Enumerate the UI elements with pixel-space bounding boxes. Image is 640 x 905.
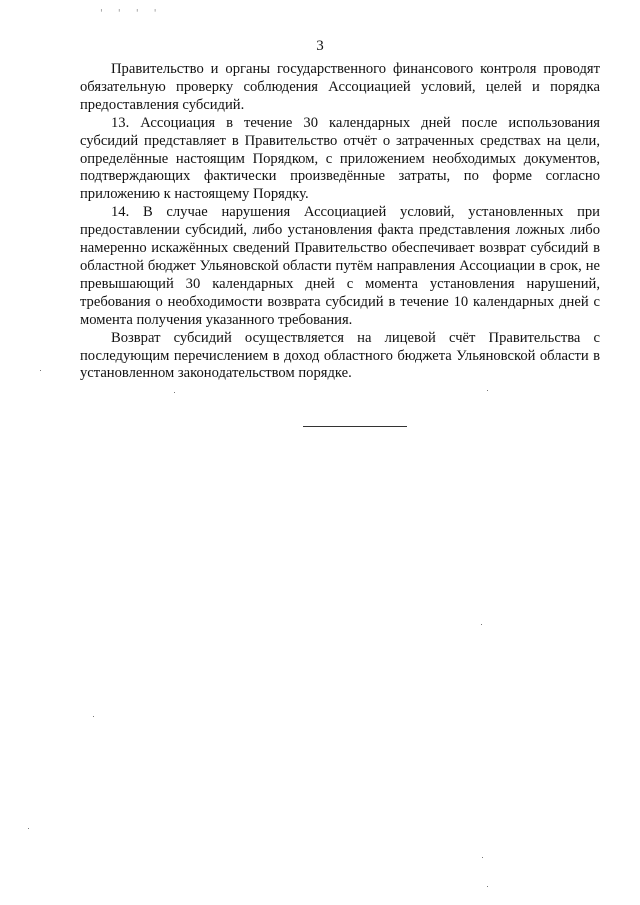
end-of-text-rule (303, 426, 407, 427)
paragraph-refund: Возврат субсидий осуществляется на лицевой счёт Правительства с последующим перечислением в доход областного бюджета Ульяновской области в установленном законодательством порядке. (80, 329, 600, 382)
scan-speck (40, 370, 41, 371)
scan-artifact: ' ' ' ' (100, 8, 163, 19)
paragraph-14-violation: 14. В случае нарушения Ассоциацией условий, установленных при предоставлении субсидий, либо установления факта представления ложных либо намеренно искажённых сведений Правительство обеспечивает возврат субсидий в областной бюджет Ульяновской области путём направления Ассоциации в срок, не превышающий 30 календарных дней с момента установления нарушений, требования о необходимости возврата субсидий в течение 10 календарных дней с момента получения указанного требования. (80, 204, 600, 328)
scan-speck (481, 624, 482, 625)
scan-speck (487, 390, 488, 391)
scan-speck (482, 857, 483, 858)
scan-speck (93, 716, 94, 717)
paragraph-control: Правительство и органы государственного финансового контроля проводят обязательную проверку соблюдения Ассоциацией условий, целей и порядка предоставления субсидий. (80, 61, 600, 113)
scan-speck (28, 828, 29, 829)
document-body (80, 61, 600, 383)
scan-speck (174, 392, 175, 393)
paragraph-13-report: 13. Ассоциация в течение 30 календарных дней после использования субсидий представляет в Правительство отчёт о затраченных средствах на цели, определённые настоящим Порядком, с приложением необходимых документов, подтверждающих фактически произведённые затраты, по форме согласно приложению к настоящему Порядку. (80, 114, 600, 203)
scan-speck (487, 886, 488, 887)
page-number: 3 (316, 38, 324, 54)
